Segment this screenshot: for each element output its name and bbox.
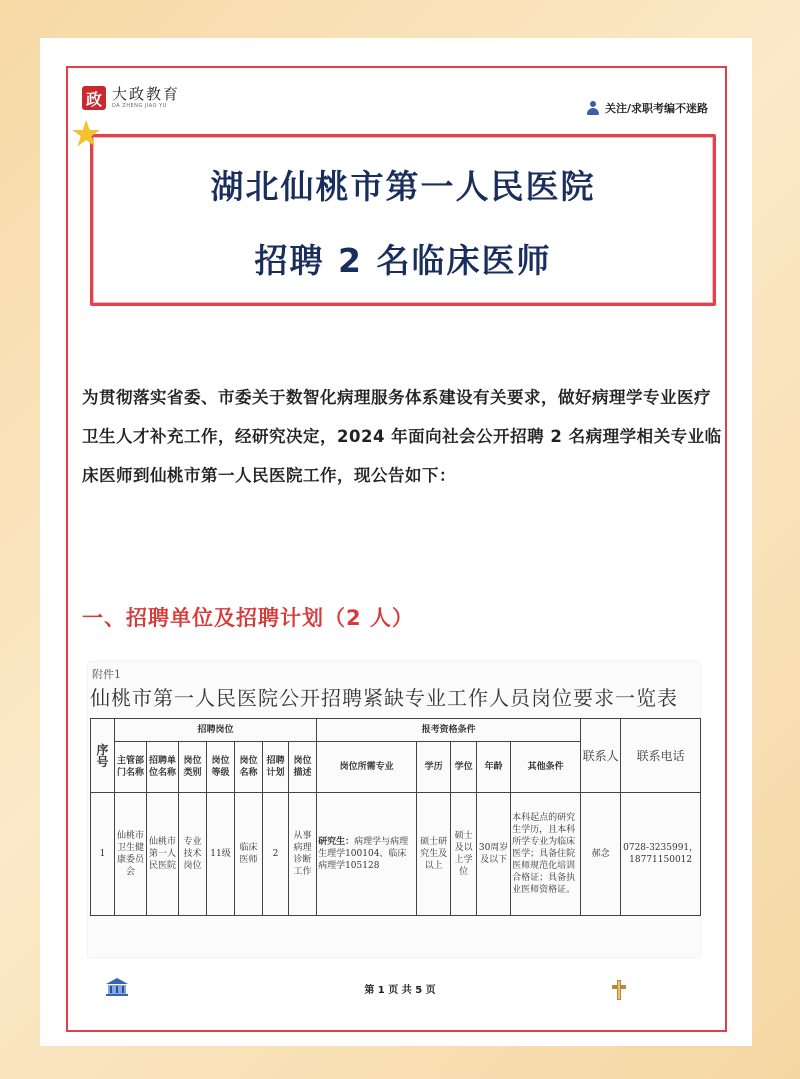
title-line-2: 招聘 2 名临床医师: [254, 241, 552, 280]
follow-tagline: [587, 100, 708, 116]
group-post: 招聘岗位: [115, 719, 317, 742]
col-dept: 主管部门名称: [115, 742, 147, 793]
cell-major: [317, 793, 417, 916]
col-grade: 岗位等级: [207, 742, 235, 793]
col-unit: 招聘单位名称: [147, 742, 179, 793]
cell-plan: 2: [263, 793, 289, 916]
col-contact: 联系人: [581, 719, 621, 793]
intro-paragraph: 为贯彻落实省委、市委关于数智化病理服务体系建设有关要求，做好病理学专业医疗卫生人才补充工作，经研究决定，2024 年面向社会公开招聘 2 名病理学相关专业临床医师到仙桃市第一人民医院工作，现公告如下：: [82, 388, 722, 485]
col-age: 年龄: [477, 742, 511, 793]
brand-logo: [82, 86, 180, 110]
cell-desc: 从事病理诊断工作: [289, 793, 317, 916]
col-edu: 学历: [417, 742, 451, 793]
cell-seq: 1: [91, 793, 115, 916]
major-text: 病理学与病理生理学100104、临床病理学105128: [318, 837, 409, 871]
follow-text: 关注/求职考编不迷路: [604, 102, 708, 115]
document-title: 仙桃市第一人民医院公开招聘紧缺专业工作人员岗位要求一览表: [90, 686, 678, 710]
logo-subtitle: DA ZHENG JIAO YU: [112, 103, 167, 109]
position-table: [90, 718, 701, 916]
cell-category: 专业技术岗位: [179, 793, 207, 916]
cross-icon: [612, 980, 626, 1000]
col-category: 岗位类别: [179, 742, 207, 793]
attachment-label: 附件1: [92, 668, 121, 681]
table-header-row: [91, 719, 701, 742]
title-box: [90, 134, 716, 306]
cell-contact: 郝念: [581, 793, 621, 916]
table-row: [91, 793, 701, 916]
col-plan: 招聘计划: [263, 742, 289, 793]
page-indicator: 第 1 页 共 5 页: [364, 985, 436, 996]
attachment-document: [88, 662, 700, 957]
section-heading: 一、招聘单位及招聘计划（2 人）: [82, 606, 414, 630]
logo-name: 大政教育: [112, 85, 181, 103]
cell-grade: 11级: [207, 793, 235, 916]
col-major: 岗位所需专业: [317, 742, 417, 793]
col-seq: 序号: [91, 719, 115, 793]
col-degree: 学位: [451, 742, 477, 793]
cell-other: 本科起点的研究生学历，且本科所学专业为临床医学；具备住院医师规范化培训合格证；具备执业医师资格证。: [511, 793, 581, 916]
col-other: 其他条件: [511, 742, 581, 793]
logo-mark: 政: [82, 86, 106, 110]
cell-unit: 仙桃市第一人民医院: [147, 793, 179, 916]
col-name: 岗位名称: [235, 742, 263, 793]
cell-dept: 仙桃市卫生健康委员会: [115, 793, 147, 916]
cell-phone: 0728-3235991，18771150012: [621, 793, 701, 916]
col-desc: 岗位描述: [289, 742, 317, 793]
col-phone: 联系电话: [621, 719, 701, 793]
cell-degree: 硕士及以上学位: [451, 793, 477, 916]
cell-name: 临床医师: [235, 793, 263, 916]
title-line-1: 湖北仙桃市第一人民医院: [210, 167, 596, 206]
person-icon: [587, 101, 599, 115]
group-req: 报考资格条件: [317, 719, 581, 742]
cell-edu: 硕士研究生及以上: [417, 793, 451, 916]
major-label: 研究生：: [318, 837, 355, 847]
star-icon: ★: [70, 114, 103, 155]
cell-age: 30周岁及以下: [477, 793, 511, 916]
